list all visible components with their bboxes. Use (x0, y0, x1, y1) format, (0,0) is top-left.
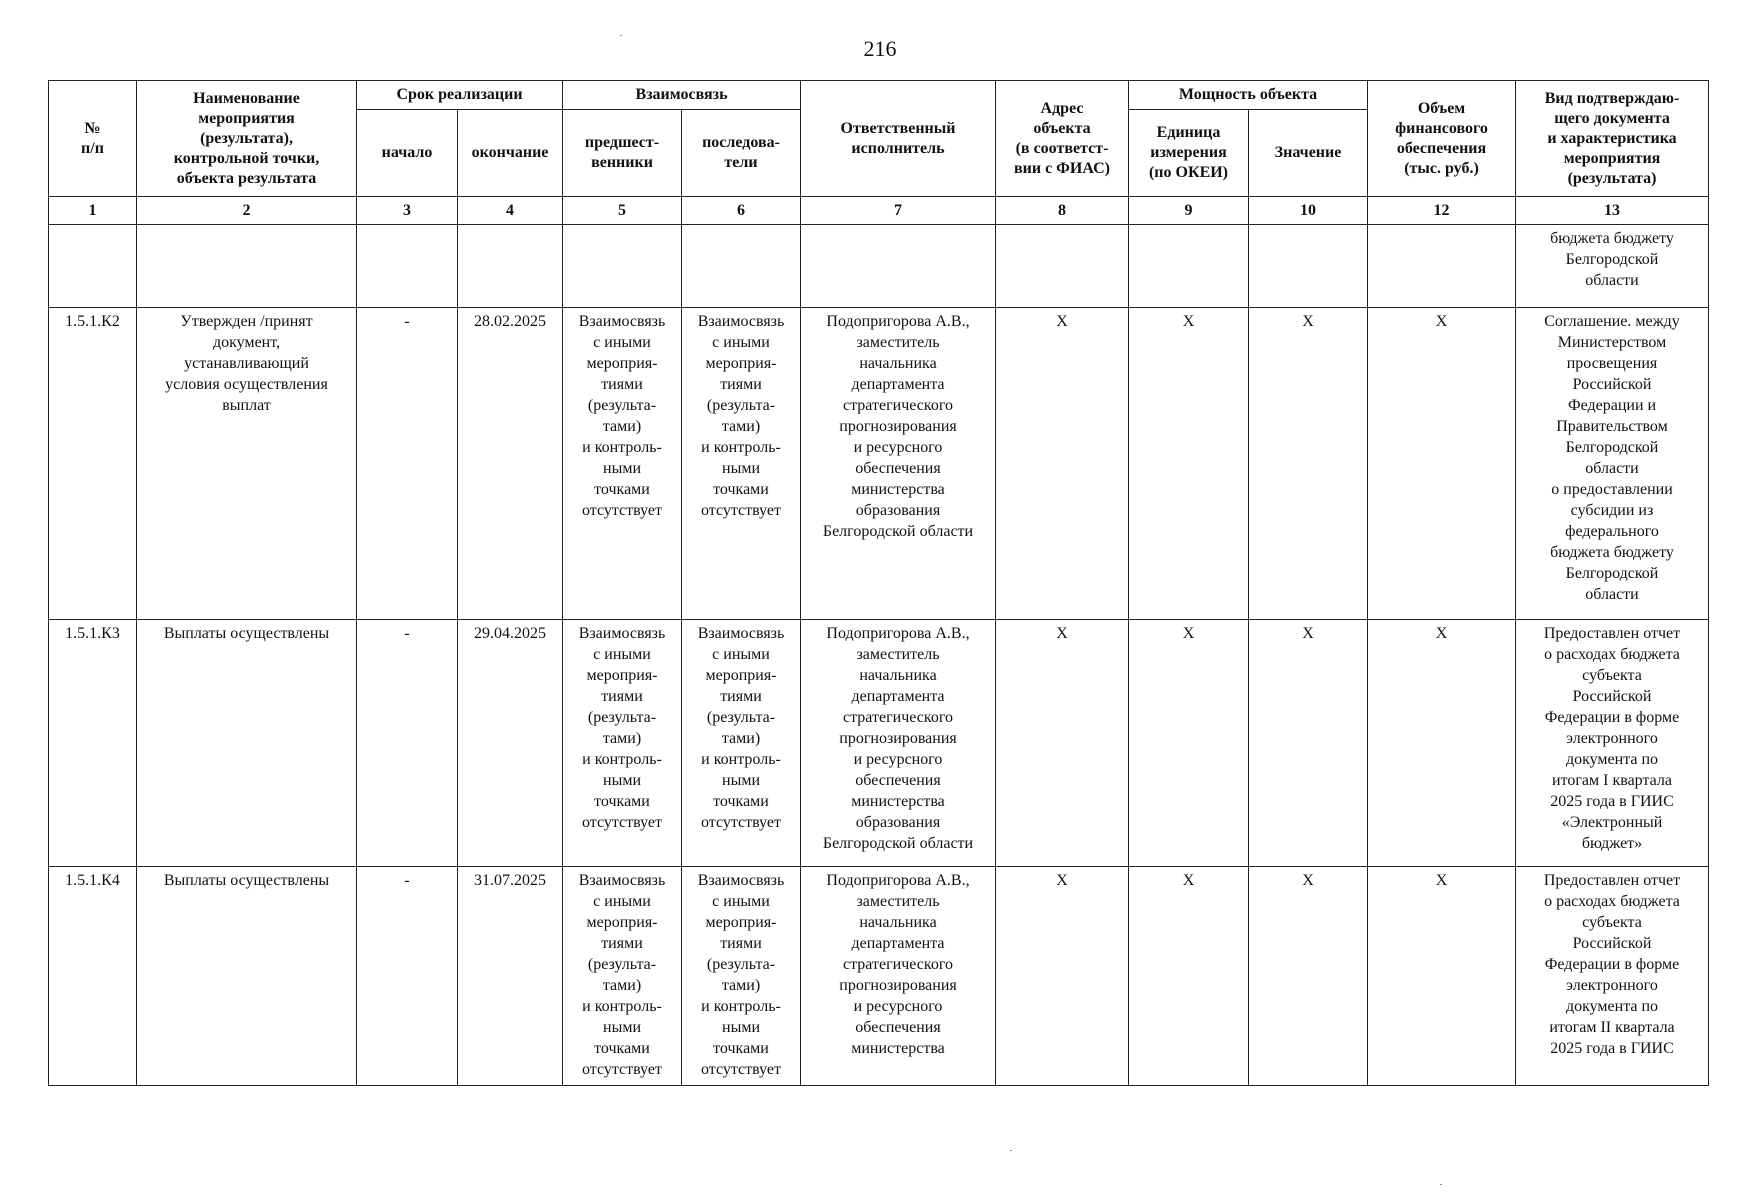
scan-speck (1010, 1150, 1012, 1151)
cell-name: Выплаты осуществлены (137, 620, 357, 867)
header-col-end: окончание (458, 110, 563, 197)
scan-speck (620, 35, 622, 36)
cell-start: - (357, 308, 458, 620)
cell-no (49, 225, 137, 308)
measures-table (48, 80, 1709, 1086)
cell-name: Выплаты осуществлены (137, 867, 357, 1086)
cell-name (137, 225, 357, 308)
column-number: 8 (996, 197, 1129, 225)
header-col-successors: последова- тели (682, 110, 801, 197)
cell-no: 1.5.1.К4 (49, 867, 137, 1086)
cell-finance (1368, 225, 1516, 308)
cell-unit (1129, 225, 1249, 308)
cell-no: 1.5.1.К3 (49, 620, 137, 867)
scan-speck (1440, 1184, 1442, 1185)
cell-responsible (801, 225, 996, 308)
header-row-groups (49, 81, 1709, 110)
cell-document: Предоставлен отчет о расходах бюджета субъекта Российской Федерации в форме электронного документа по итогам II квартала 2025 года в ГИИС (1516, 867, 1709, 1086)
cell-responsible: Подопригорова А.В., заместитель начальника департамента стратегического прогнозирования и ресурсного обеспечения министерства (801, 867, 996, 1086)
cell-unit: X (1129, 308, 1249, 620)
cell-value: X (1249, 867, 1368, 1086)
header-col-value: Значение (1249, 110, 1368, 197)
header-col-address: Адрес объекта (в соответст- вии с ФИАС) (996, 81, 1129, 197)
header-col-start: начало (357, 110, 458, 197)
header-col-predecessors: предшест- венники (563, 110, 682, 197)
cell-value: X (1249, 620, 1368, 867)
cell-unit: X (1129, 620, 1249, 867)
column-number: 5 (563, 197, 682, 225)
header-group-link: Взаимосвязь (563, 81, 801, 110)
cell-unit: X (1129, 867, 1249, 1086)
column-number: 6 (682, 197, 801, 225)
cell-finance: X (1368, 308, 1516, 620)
cell-responsible: Подопригорова А.В., заместитель начальника департамента стратегического прогнозирования и ресурсного обеспечения министерства образования Белгородской области (801, 620, 996, 867)
page-number: 216 (863, 36, 897, 61)
column-number: 3 (357, 197, 458, 225)
cell-name: Утвержден /принят документ, устанавливающий условия осуществления выплат (137, 308, 357, 620)
cell-address (996, 225, 1129, 308)
column-number: 2 (137, 197, 357, 225)
column-number: 10 (1249, 197, 1368, 225)
column-number: 13 (1516, 197, 1709, 225)
header-group-term: Срок реализации (357, 81, 563, 110)
cell-start: - (357, 867, 458, 1086)
column-number: 12 (1368, 197, 1516, 225)
cell-finance: X (1368, 867, 1516, 1086)
cell-predecessors (563, 225, 682, 308)
cell-predecessors: Взаимосвязь с иными мероприя- тиями (результа- тами) и контроль- ными точками отсутствует (563, 308, 682, 620)
cell-successors: Взаимосвязь с иными мероприя- тиями (результа- тами) и контроль- ными точками отсутствует (682, 620, 801, 867)
cell-end: 28.02.2025 (458, 308, 563, 620)
cell-start (357, 225, 458, 308)
column-number: 4 (458, 197, 563, 225)
cell-no: 1.5.1.К2 (49, 308, 137, 620)
cell-successors: Взаимосвязь с иными мероприя- тиями (результа- тами) и контроль- ными точками отсутствует (682, 867, 801, 1086)
cell-value (1249, 225, 1368, 308)
cell-address: X (996, 620, 1129, 867)
cell-start: - (357, 620, 458, 867)
table-row-continuation (49, 225, 1709, 308)
cell-address: X (996, 867, 1129, 1086)
header-col-document: Вид подтверждаю- щего документа и характеристика мероприятия (результата) (1516, 81, 1709, 197)
cell-value: X (1249, 308, 1368, 620)
cell-responsible: Подопригорова А.В., заместитель начальника департамента стратегического прогнозирования и ресурсного обеспечения министерства образования Белгородской области (801, 308, 996, 620)
header-col-finance: Объем финансового обеспечения (тыс. руб.) (1368, 81, 1516, 197)
cell-successors: Взаимосвязь с иными мероприя- тиями (результа- тами) и контроль- ными точками отсутствует (682, 308, 801, 620)
header-col-name: Наименование мероприятия (результата), контрольной точки, объекта результата (137, 81, 357, 197)
cell-document: Соглашение. между Министерством просвещения Российской Федерации и Правительством Белгородской области о предоставлении субсидии из федерального бюджета бюджету Белгородской области (1516, 308, 1709, 620)
header-group-capacity: Мощность объекта (1129, 81, 1368, 110)
column-number: 7 (801, 197, 996, 225)
table-row (49, 620, 1709, 867)
cell-finance: X (1368, 620, 1516, 867)
cell-predecessors: Взаимосвязь с иными мероприя- тиями (результа- тами) и контроль- ными точками отсутствует (563, 620, 682, 867)
cell-address: X (996, 308, 1129, 620)
table-row (49, 308, 1709, 620)
cell-document: бюджета бюджету Белгородской области (1516, 225, 1709, 308)
column-number-row (49, 197, 1709, 225)
table-row (49, 867, 1709, 1086)
column-number: 1 (49, 197, 137, 225)
column-number: 9 (1129, 197, 1249, 225)
cell-end (458, 225, 563, 308)
cell-document: Предоставлен отчет о расходах бюджета субъекта Российской Федерации в форме электронного документа по итогам I квартала 2025 года в ГИИС «Электронный бюджет» (1516, 620, 1709, 867)
header-col-no: № п/п (49, 81, 137, 197)
cell-predecessors: Взаимосвязь с иными мероприя- тиями (результа- тами) и контроль- ными точками отсутствует (563, 867, 682, 1086)
cell-successors (682, 225, 801, 308)
cell-end: 29.04.2025 (458, 620, 563, 867)
header-col-unit: Единица измерения (по ОКЕИ) (1129, 110, 1249, 197)
cell-end: 31.07.2025 (458, 867, 563, 1086)
header-col-responsible: Ответственный исполнитель (801, 81, 996, 197)
